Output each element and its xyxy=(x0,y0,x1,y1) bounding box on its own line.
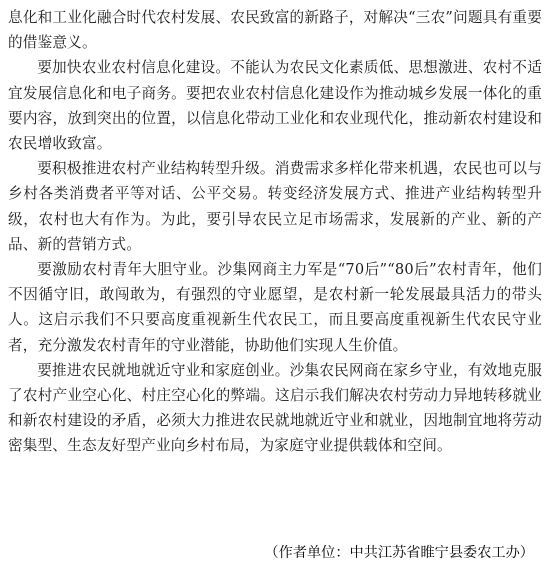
paragraph-industrial-restructuring: 要积极推进农村产业结构转型升级。消费需求多样化带来机遇，农民也可以与乡村各类消费者平等对话、公平交易。转变经济发展方式、推进产业结构转型升级，农村也大有作为。为此，要引导农民立足市场需求，发展新的产业、新的产品、新的营销方式。 xyxy=(8,160,542,253)
paragraph-rural-youth: 要激励农村青年大胆守业。沙集网商主力军是“70后”“80后”农村青年，他们不因循守旧，敢闯敢为，有强烈的守业愿望，是农村新一轮发展最具活力的带头人。这启示我们不只要高度重视新生代农民工，而且要高度重视新生代农民守业者，充分激发农村青年的守业潜能，协助他们实现人生价值。 xyxy=(8,261,542,354)
paragraph-continued: 息化和工业化融合时代农村发展、农民致富的新路子，对解决“三农”问题具有重要的借鉴意义。 xyxy=(8,9,542,52)
paragraph-informatization: 要加快农业农村信息化建设。不能认为农民文化素质低、思想激进、农村不适宜发展信息化和电子商务。要把农业农村信息化建设作为推动城乡发展一体化的重要内容，放到突出的位置，以信息化带动工业化和农业现代化，推动新农村建设和农民增收致富。 xyxy=(8,59,542,153)
paragraph-local-business: 要推进农民就地就近守业和家庭创业。沙集农民网商在家乡守业，有效地克服了农村产业空心化、村庄空心化的弊端。这启示我们解决农村劳动力异地转移就业和新农村建设的矛盾，必须大力推进农民就地就近守业和就业，因地制宜地将劳动密集型、生态友好型产业向乡村布局，为家庭守业提供载体和空间。 xyxy=(8,361,542,455)
author-affiliation: （作者单位：中共江苏省睢宁县委农工办） xyxy=(264,545,534,561)
